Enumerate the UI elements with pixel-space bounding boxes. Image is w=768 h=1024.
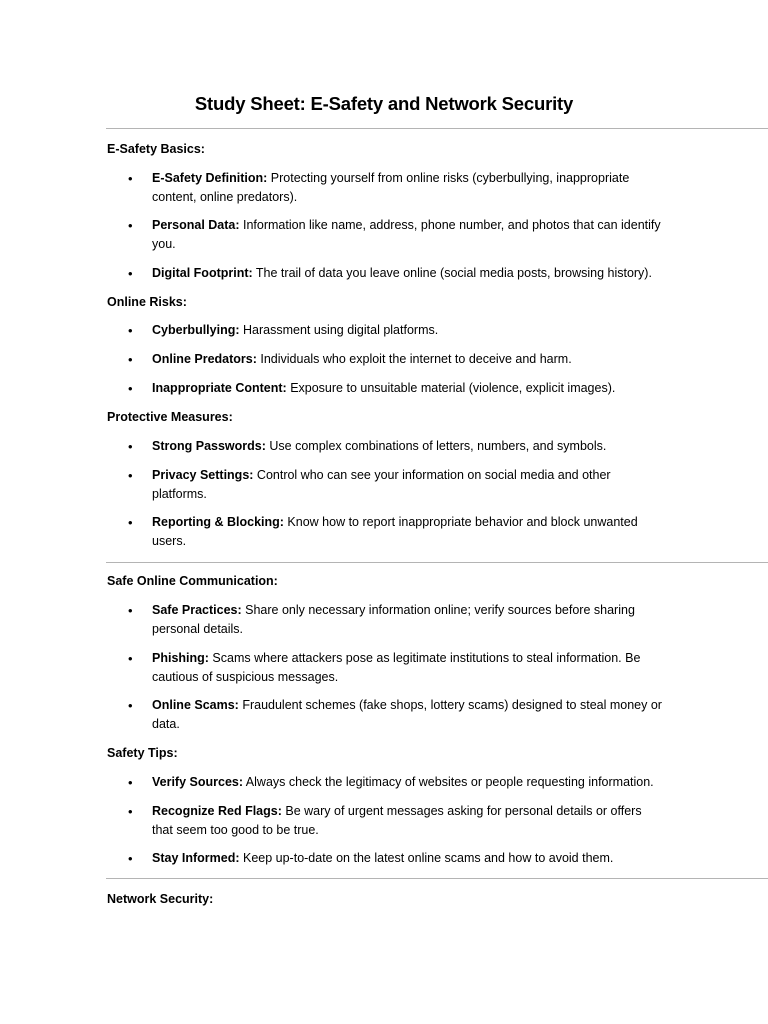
item-text: Control who can see your information on social media and other platforms.: [152, 468, 611, 501]
item-text: Exposure to unsuitable material (violence, explicit images).: [286, 381, 616, 395]
item-term: Privacy Settings:: [152, 468, 254, 482]
list-item: [152, 513, 662, 551]
item-text: Individuals who exploit the internet to deceive and harm.: [256, 352, 572, 366]
list-item: [152, 437, 662, 456]
item-term: Verify Sources:: [152, 775, 244, 789]
item-text: Protecting yourself from online risks (cyberbullying, inappropriate content, online predators).: [152, 171, 630, 204]
item-term: Recognize Red Flags:: [152, 804, 282, 818]
section-heading-esafety-basics: E-Safety Basics:: [107, 142, 205, 156]
section-heading-safe-online-communication: Safe Online Communication:: [107, 574, 278, 588]
divider: [106, 878, 768, 879]
item-term: Safe Practices:: [152, 603, 242, 617]
section-heading-safety-tips: Safety Tips:: [107, 746, 178, 760]
item-term: Online Predators:: [152, 352, 257, 366]
item-term: Inappropriate Content:: [152, 381, 287, 395]
list-item: [152, 216, 662, 254]
list-item: [152, 649, 662, 687]
item-text: Be wary of urgent messages asking for personal details or offers that seem too good to be true.: [152, 804, 642, 837]
item-text: Use complex combinations of letters, numbers, and symbols.: [265, 439, 607, 453]
section-heading-protective-measures: Protective Measures:: [107, 410, 233, 424]
item-term: Personal Data:: [152, 218, 240, 232]
divider: [106, 562, 768, 563]
item-text: Harassment using digital platforms.: [239, 323, 439, 337]
item-term: Online Scams:: [152, 698, 239, 712]
list-item: [152, 802, 662, 840]
list-item: [152, 601, 662, 639]
section-heading-network-security: Network Security:: [107, 892, 214, 906]
item-term: Strong Passwords:: [152, 439, 266, 453]
list-item: [152, 350, 662, 369]
item-text: Fraudulent schemes (fake shops, lottery scams) designed to steal money or data.: [152, 698, 662, 731]
list-item: [152, 773, 662, 792]
item-text: The trail of data you leave online (social media posts, browsing history).: [252, 266, 652, 280]
list-item: [152, 321, 662, 340]
item-term: Cyberbullying:: [152, 323, 240, 337]
item-term: Phishing:: [152, 651, 209, 665]
list-item: [152, 849, 662, 868]
item-term: Digital Footprint:: [152, 266, 253, 280]
item-text: Share only necessary information online; verify sources before sharing personal details.: [152, 603, 635, 636]
section-heading-online-risks: Online Risks:: [107, 295, 187, 309]
item-term: E-Safety Definition:: [152, 171, 268, 185]
list-item: [152, 264, 662, 283]
list-item: [152, 466, 662, 504]
item-term: Reporting & Blocking:: [152, 515, 284, 529]
item-text: Know how to report inappropriate behavior and block unwanted users.: [152, 515, 638, 548]
item-text: Information like name, address, phone number, and photos that can identify you.: [152, 218, 661, 251]
item-text: Always check the legitimacy of websites or people requesting information.: [243, 775, 654, 789]
list-item: [152, 169, 662, 207]
item-term: Stay Informed:: [152, 851, 240, 865]
list-item: [152, 379, 662, 398]
item-text: Keep up-to-date on the latest online scams and how to avoid them.: [239, 851, 614, 865]
list-item: [152, 696, 662, 734]
divider: [106, 128, 768, 129]
item-text: Scams where attackers pose as legitimate institutions to steal information. Be cautious of suspicious messages.: [152, 651, 641, 684]
page-title: Study Sheet: E-Safety and Network Security: [194, 93, 574, 114]
